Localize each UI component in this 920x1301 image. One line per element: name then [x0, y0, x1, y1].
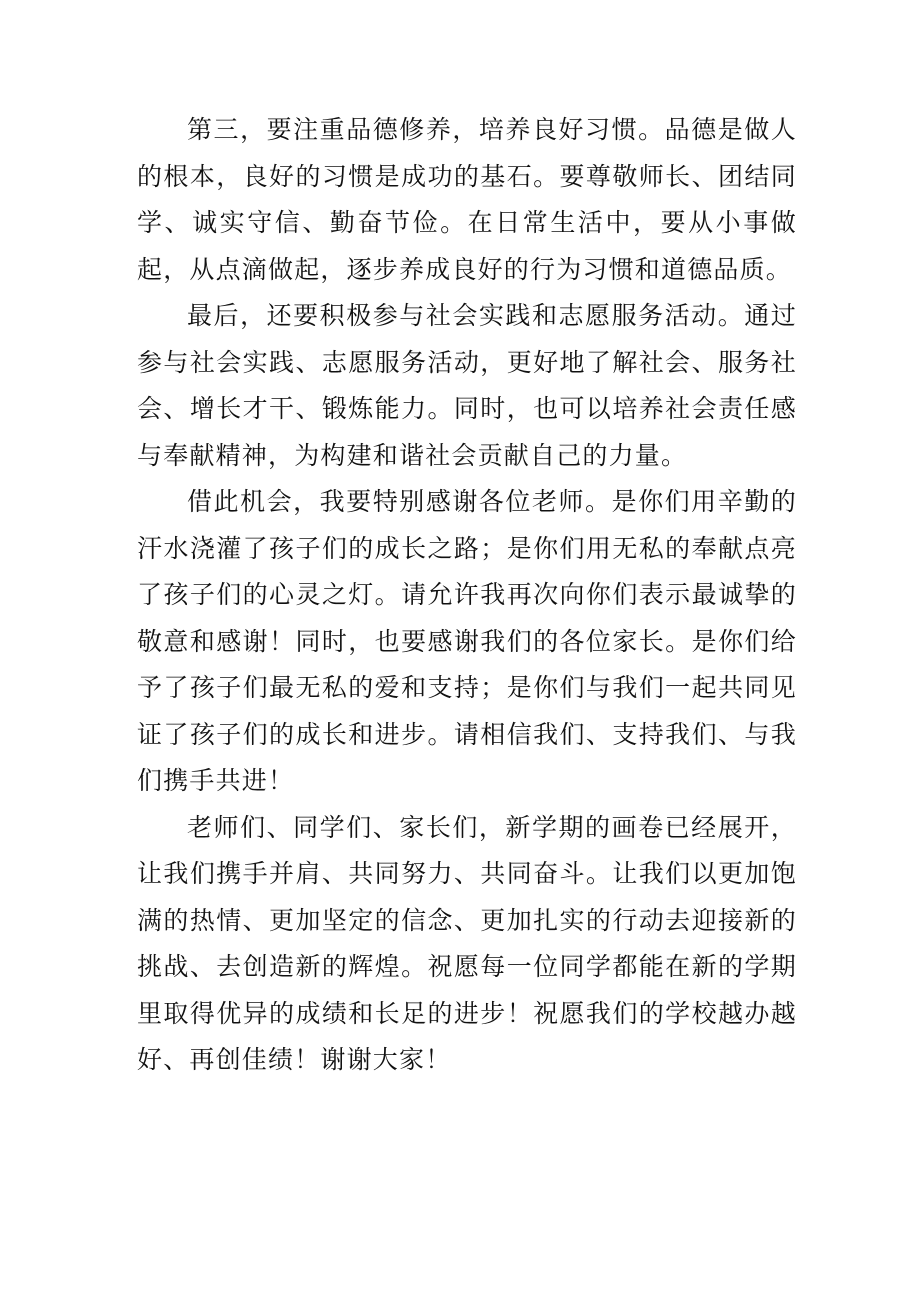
paragraph-closing: 老师们、同学们、家长们，新学期的画卷已经展开，让我们携手并肩、共同努力、共同奋斗。让我们以更加饱满的热情、更加坚定的信念、更加扎实的行动去迎接新的挑战、去创造新的辉煌。祝愿每一位同学都能在新的学期里取得优异的成绩和长足的进步！祝愿我们的学校越办越好、再创佳绩！谢谢大家！	[137, 812, 797, 1074]
document-body	[137, 107, 797, 1084]
paragraph-moral-cultivation: 第三，要注重品德修养，培养良好习惯。品德是做人的根本，良好的习惯是成功的基石。要尊敬师长、团结同学、诚实守信、勤奋节俭。在日常生活中，要从小事做起，从点滴做起，逐步养成良好的行为习惯和道德品质。	[137, 115, 797, 284]
paragraph-thanks: 借此机会，我要特别感谢各位老师。是你们用辛勤的汗水浇灌了孩子们的成长之路；是你们用无私的奉献点亮了孩子们的心灵之灯。请允许我再次向你们表示最诚挚的敬意和感谢！同时，也要感谢我们的各位家长。是你们给予了孩子们最无私的爱和支持；是你们与我们一起共同见证了孩子们的成长和进步。请相信我们、支持我们、与我们携手共进！	[137, 487, 797, 795]
paragraph-social-practice: 最后，还要积极参与社会实践和志愿服务活动。通过参与社会实践、志愿服务活动，更好地了解社会、服务社会、增长才干、锻炼能力。同时，也可以培养社会责任感与奉献精神，为构建和谐社会贡献自己的力量。	[137, 301, 797, 470]
